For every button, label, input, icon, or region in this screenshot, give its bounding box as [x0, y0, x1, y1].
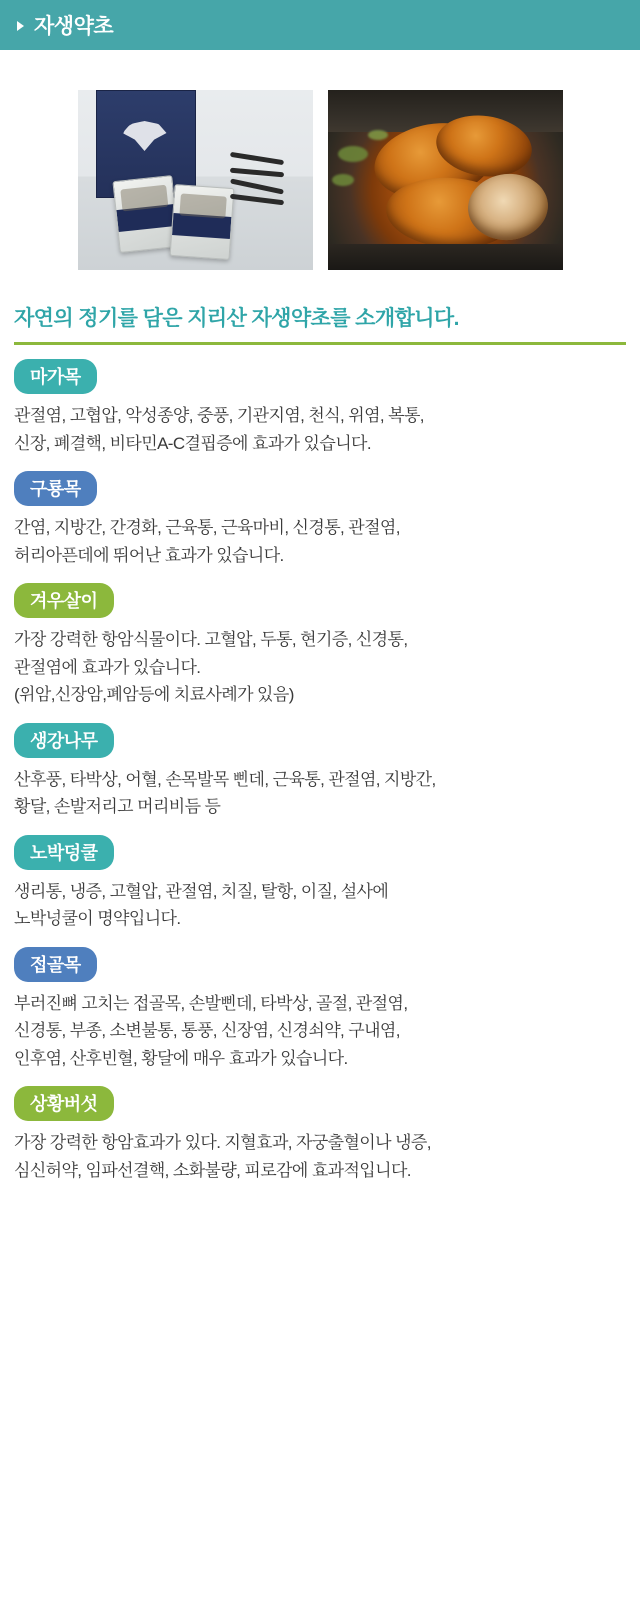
herb-name-badge: 상황버섯 — [14, 1086, 114, 1121]
herb-section — [0, 359, 640, 457]
herb-description-line: 가장 강력한 항암식물이다. 고혈압, 두통, 현기증, 신경통, — [14, 630, 408, 650]
herb-description — [14, 766, 626, 821]
herb-description — [14, 878, 626, 933]
intro-heading-block — [14, 302, 626, 345]
herb-section — [0, 947, 640, 1073]
herb-description-line: 관절염에 효과가 있습니다. — [14, 657, 201, 677]
intro-heading: 자연의 정기를 담은 지리산 자생약초를 소개합니다. — [14, 307, 459, 330]
herb-sticks — [230, 152, 288, 206]
herb-description-line: (위암,신장암,폐암등에 치료사례가 있음) — [14, 685, 294, 705]
page-header — [0, 0, 640, 50]
herb-section — [0, 1086, 640, 1184]
herb-description-line: 간염, 지방간, 간경화, 근육통, 근육마비, 신경통, 관절염, — [14, 518, 400, 538]
herb-description — [14, 514, 626, 569]
herb-section — [0, 835, 640, 933]
sanghwang-mushroom-photo — [328, 90, 563, 270]
herb-name-badge: 노박덩쿨 — [14, 835, 114, 870]
herb-description — [14, 990, 626, 1073]
bark-bottom — [328, 244, 563, 270]
page-title: 자생약초 — [34, 15, 114, 38]
herb-description-line: 산후풍, 타박상, 어혈, 손목발목 삔데, 근육통, 관절염, 지방간, — [14, 769, 436, 789]
herb-description-line: 가장 강력한 항암효과가 있다. 지혈효과, 자궁출혈이나 냉증, — [14, 1133, 431, 1153]
herb-name-badge: 구룡목 — [14, 471, 97, 506]
moss — [338, 146, 368, 162]
herb-name-badge: 겨우살이 — [14, 583, 114, 618]
moss — [332, 174, 354, 186]
herb-package — [169, 184, 234, 260]
herb-description-line: 심신허약, 임파선결핵, 소화불량, 피로감에 효과적입니다. — [14, 1160, 411, 1180]
herb-section — [0, 723, 640, 821]
herb-section — [0, 471, 640, 569]
herb-description-line: 부러진뼈 고치는 접골목, 손발삔데, 타박상, 골절, 관절염, — [14, 993, 408, 1013]
herb-name-badge: 생강나무 — [14, 723, 114, 758]
herb-section-list — [0, 359, 640, 1185]
herb-description-line: 생리통, 냉증, 고혈압, 관절염, 치질, 탈항, 이질, 설사에 — [14, 881, 389, 901]
moss — [368, 130, 388, 140]
photo-gallery — [0, 90, 640, 270]
herb-description — [14, 626, 626, 709]
herb-description-line: 허리아픈데에 뛰어난 효과가 있습니다. — [14, 545, 284, 565]
herb-description-line: 노박넝쿨이 명약입니다. — [14, 909, 181, 929]
herb-description — [14, 402, 626, 457]
herb-package — [112, 175, 179, 253]
herb-name-badge: 접골목 — [14, 947, 97, 982]
herb-section — [0, 583, 640, 709]
herb-description-line: 신경통, 부종, 소변불통, 통풍, 신장염, 신경쇠약, 구내염, — [14, 1021, 400, 1041]
herb-description-line: 신장, 폐결핵, 비타민A-C결핍증에 효과가 있습니다. — [14, 433, 371, 453]
herb-description-line: 인후염, 산후빈혈, 황달에 매우 효과가 있습니다. — [14, 1048, 348, 1068]
packaged-herbs-photo — [78, 90, 313, 270]
herb-name-badge: 마가목 — [14, 359, 97, 394]
herb-description-line: 황달, 손발저리고 머리비듬 등 — [14, 797, 221, 817]
chevron-right-icon — [14, 19, 28, 33]
herb-description-line: 관절염, 고협압, 악성종양, 중풍, 기관지염, 천식, 위염, 복통, — [14, 406, 424, 425]
herb-description — [14, 1129, 626, 1184]
